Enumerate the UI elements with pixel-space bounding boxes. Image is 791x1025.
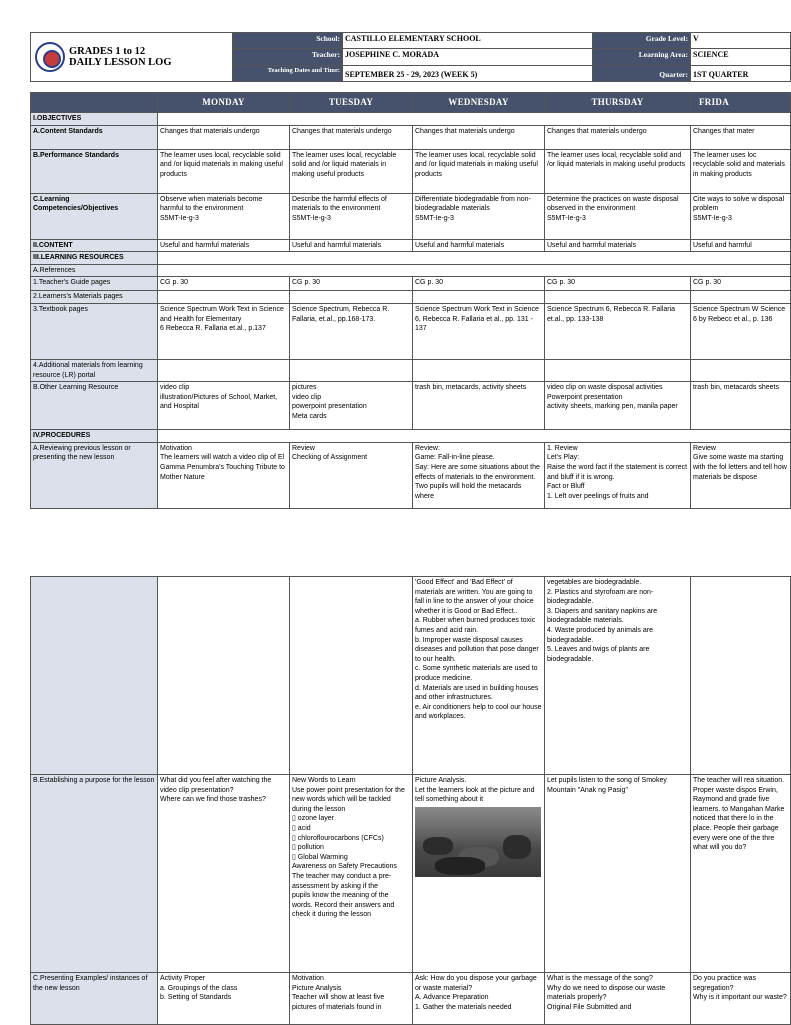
- day-header: THURSDAY: [545, 93, 691, 113]
- teacher-value: JOSEPHINE C. MORADA: [343, 49, 593, 65]
- garbage-dump-photo: [415, 807, 541, 877]
- teachers-guide-row: [31, 277, 791, 291]
- competencies-row: [31, 193, 791, 239]
- lesson-log-page-2: [30, 576, 790, 1025]
- table-cell: CG p. 30: [545, 277, 691, 291]
- table-cell: Changes that mater: [691, 125, 791, 149]
- procedures-section-row: [31, 430, 791, 443]
- day-header: FRIDA: [691, 93, 791, 113]
- area-label: Learning Area:: [593, 49, 691, 65]
- table-cell: Observe when materials become harmful to the environment S5MT-Ie-g-3: [158, 193, 290, 239]
- table-cell: Cite ways to solve w disposal problem S5MT-Ie-g-3: [691, 193, 791, 239]
- table-cell: 'Good Effect' and 'Bad Effect' of materials are written. You are going to fall in line to the answer of your choice whether it is Good or Bad Effect.. a. Rubber when burned produces toxic fumes and acid rain. b. Improper waste disposal causes diseases and pollution that pose danger to our health. c. Some synthetic materials are used to produce medicine. d. Materials are used in building houses and other infrastructures. e. Air conditioners help to cool our house and workplaces.: [413, 577, 545, 775]
- header-title-line1: GRADES 1 to 12: [69, 46, 146, 57]
- row-label: B.Performance Standards: [31, 149, 158, 193]
- table-cell: trash bin, metacards, activity sheets: [413, 382, 545, 430]
- table-cell: [290, 577, 413, 775]
- row-label: A.Content Standards: [31, 125, 158, 149]
- row-label: 1.Teacher's Guide pages: [31, 277, 158, 291]
- table-cell: The learner uses loc recyclable solid and materials in making products: [691, 149, 791, 193]
- area-value: SCIENCE: [691, 49, 791, 65]
- additional-materials-row: [31, 359, 791, 381]
- table-cell: Science Spectrum, Rebecca R. Fallaria, et.al., pp.168-173.: [290, 303, 413, 359]
- table-cell: Changes that materials undergo: [545, 125, 691, 149]
- table-cell: Motivation Picture Analysis Teacher will show at least five pictures of materials found in: [290, 973, 413, 1025]
- row-label: A.References: [31, 264, 158, 277]
- day-header: MONDAY: [158, 93, 290, 113]
- table-cell: Changes that materials undergo: [290, 125, 413, 149]
- row-label: 4.Additional materials from learning resource (LR) portal: [31, 359, 158, 381]
- table-cell: Science Spectrum Work Text in Science 6, Rebecca R. Fallaria et al., pp. 131 - 137: [413, 303, 545, 359]
- table-cell: The learner uses local, recyclable solid and /or liquid materials in making useful products: [413, 149, 545, 193]
- table-cell: Motivation The learners will watch a video clip of El Gamma Penumbra's Touching Tribute to Mother Nature: [158, 442, 290, 508]
- purpose-row: [31, 775, 791, 973]
- row-label: 2.Learners's Materials pages: [31, 291, 158, 304]
- table-cell: Useful and harmful: [691, 239, 791, 252]
- header-table: [30, 32, 791, 82]
- deped-seal-icon: [35, 42, 65, 72]
- learning-resources-section-row: [31, 252, 791, 265]
- day-header: TUESDAY: [290, 93, 413, 113]
- dates-value: SEPTEMBER 25 - 29, 2023 (WEEK 5): [343, 65, 593, 81]
- section-label: III.LEARNING RESOURCES: [31, 252, 158, 265]
- table-cell: Science Spectrum Work Text in Science and Health for Elementary 6 Rebecca R. Fallaria et.al., p.137: [158, 303, 290, 359]
- other-resources-row: [31, 382, 791, 430]
- table-cell: The learner uses local, recyclable solid and /or liquid materials in making useful products: [158, 149, 290, 193]
- row-label: C.Learning Competencies/Objectives: [31, 193, 158, 239]
- table-cell: trash bin, metacards sheets: [691, 382, 791, 430]
- table-cell: The learner uses local, recyclable solid and /or liquid materials in making useful products: [290, 149, 413, 193]
- table-cell: CG p. 30: [158, 277, 290, 291]
- objectives-section-row: [31, 113, 791, 126]
- references-row: [31, 264, 791, 277]
- section-label: I.OBJECTIVES: [31, 113, 158, 126]
- row-label: II.CONTENT: [31, 239, 158, 252]
- lesson-table-page-1: [30, 92, 791, 509]
- table-cell: 1. Review Let's Play: Raise the word fact if the statement is correct and bluff if it is wrong. Fact or Bluff 1. Left over peelings of fruits and: [545, 442, 691, 508]
- table-cell: Ask: How do you dispose your garbage or waste material? A. Advance Preparation 1. Gather the materials needed: [413, 973, 545, 1025]
- teacher-label: Teacher:: [233, 49, 343, 65]
- table-cell: Activity Proper a. Groupings of the class b. Setting of Standards: [158, 973, 290, 1025]
- table-cell: Review Give some waste ma starting with the fol letters and tell how materials be dispose: [691, 442, 791, 508]
- table-cell: Changes that materials undergo: [413, 125, 545, 149]
- table-cell-text: Picture Analysis. Let the learners look at the picture and tell something about it: [415, 777, 535, 804]
- school-value: CASTILLO ELEMENTARY SCHOOL: [343, 33, 593, 49]
- table-cell: video clip illustration/Pictures of School, Market, and Hospital: [158, 382, 290, 430]
- table-cell: CG p. 30: [290, 277, 413, 291]
- content-standards-row: [31, 125, 791, 149]
- table-cell: Science Spectrum 6, Rebecca R. Fallaria et.al., pp. 133-138: [545, 303, 691, 359]
- header-title-line2: DAILY LESSON LOG: [69, 57, 172, 68]
- reviewing-row: [31, 442, 791, 508]
- table-cell: What did you feel after watching the video clip presentation? Where can we find those trashes?: [158, 775, 290, 973]
- corner-cell: [31, 93, 158, 113]
- day-header: WEDNESDAY: [413, 93, 545, 113]
- table-cell: Describe the harmful effects of materials to the environment S5MT-Ie-g-3: [290, 193, 413, 239]
- row-label: [31, 577, 158, 775]
- table-cell: The teacher will rea situation. Proper waste dispos Erwin, Raymond and grade five learners. to Mangahan Marke noticed that there lo in the place. People their garbage every were one of the thre what will you do?: [691, 775, 791, 973]
- table-cell: Differentiate biodegradable from non-biodegradable materials S5MT-Ie-g-3: [413, 193, 545, 239]
- performance-standards-row: [31, 149, 791, 193]
- content-row: [31, 239, 791, 252]
- school-label: School:: [233, 33, 343, 49]
- table-cell: What is the message of the song? Why do we need to dispose our waste materials properly? Original File Submitted and: [545, 973, 691, 1025]
- day-header-row: [31, 93, 791, 113]
- header-logo-cell: [31, 33, 233, 82]
- table-cell: Determine the practices on waste disposal observed in the environment S5MT-Ie-g-3: [545, 193, 691, 239]
- table-cell: [691, 577, 791, 775]
- reviewing-continued-row: [31, 577, 791, 775]
- table-cell: Useful and harmful materials: [545, 239, 691, 252]
- table-cell: Review: Game: Fall-in-line please. Say: Here are some situations about the effects of materials to the environment. Two pupils will hold the metacards where: [413, 442, 545, 508]
- table-cell: New Words to Learn Use power point presentation for the new words which will be tackled during the lesson ▯ ozone layer ▯ acid ▯ chloroflourocarbons (CFCs) ▯ pollution ▯ Global Warming Awareness on Safety Precautions The teacher may conduct a pre-assessment by asking if the pupils know the meaning of the words. Record their answers and check it during the lesson: [290, 775, 413, 973]
- table-cell: Do you practice was segregation? Why is it important our waste?: [691, 973, 791, 1025]
- lesson-log-page-1: [30, 32, 787, 509]
- row-label: B.Establishing a purpose for the lesson: [31, 775, 158, 973]
- grade-label: Grade Level:: [593, 33, 691, 49]
- table-cell: video clip on waste disposal activities Powerpoint presentation activity sheets, marking pen, manila paper: [545, 382, 691, 430]
- section-label: IV.PROCEDURES: [31, 430, 158, 443]
- table-cell: pictures video clip powerpoint presentation Meta cards: [290, 382, 413, 430]
- presenting-examples-row: [31, 973, 791, 1025]
- dates-label: Teaching Dates and Time:: [233, 65, 343, 81]
- table-cell: CG p. 30: [413, 277, 545, 291]
- row-label: A.Reviewing previous lesson or presenting the new lesson: [31, 442, 158, 508]
- learners-materials-row: [31, 291, 791, 304]
- table-cell: Useful and harmful materials: [290, 239, 413, 252]
- lesson-table-page-2: [30, 576, 791, 1025]
- row-label: C.Presenting Examples/ instances of the new lesson: [31, 973, 158, 1025]
- row-label: B.Other Learning Resource: [31, 382, 158, 430]
- table-cell: Useful and harmful materials: [158, 239, 290, 252]
- table-cell: The learner uses local, recyclable solid and /or liquid materials in making useful products: [545, 149, 691, 193]
- table-cell: Changes that materials undergo: [158, 125, 290, 149]
- textbook-pages-row: [31, 303, 791, 359]
- table-cell: Science Spectrum W Science 6 by Rebecc et al., p. 136: [691, 303, 791, 359]
- quarter-value: 1ST QUARTER: [691, 65, 791, 81]
- table-cell: Let pupils listen to the song of Smokey Mountain "Anak ng Pasig": [545, 775, 691, 973]
- picture-analysis-cell: [413, 775, 545, 973]
- quarter-label: Quarter:: [593, 65, 691, 81]
- table-cell: vegetables are biodegradable. 2. Plastics and styrofoam are non-biodegradable. 3. Diapers and sanitary napkins are biodegradable materials. 4. Waste produced by animals are biodegradable. 5. Leaves and twigs of plants are biodegradable.: [545, 577, 691, 775]
- table-cell: Review Checking of Assignment: [290, 442, 413, 508]
- row-label: 3.Textbook pages: [31, 303, 158, 359]
- table-cell: CG p. 30: [691, 277, 791, 291]
- table-cell: [158, 577, 290, 775]
- table-cell: Useful and harmful materials: [413, 239, 545, 252]
- grade-value: V: [691, 33, 791, 49]
